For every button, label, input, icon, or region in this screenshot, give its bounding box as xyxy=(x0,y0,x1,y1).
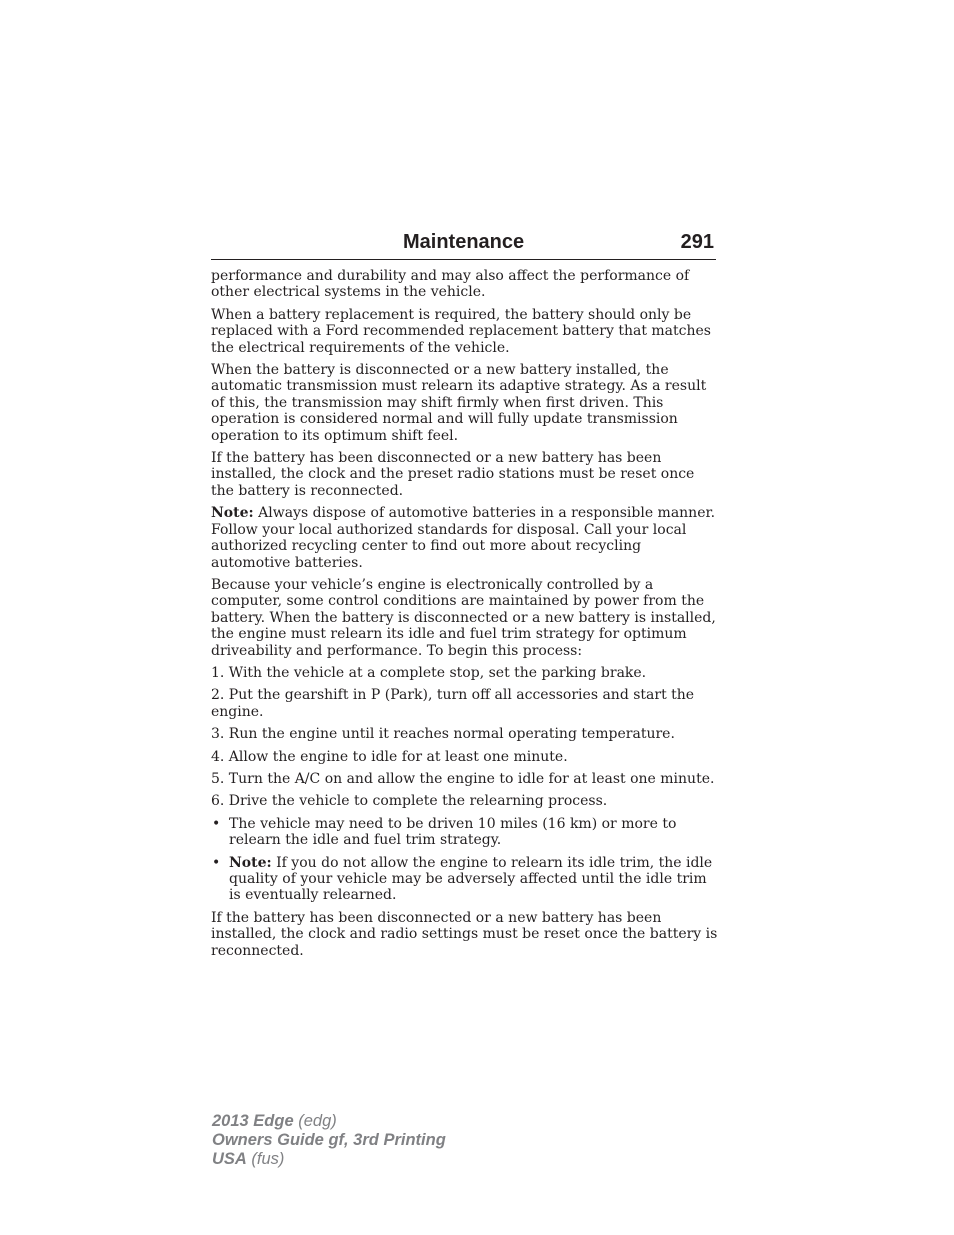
note-label: Note: xyxy=(229,854,272,871)
note-paragraph xyxy=(211,505,719,571)
paragraph: When a battery replacement is required, the battery should only be replaced with a Ford recommended replacement battery that matches the electrical requirements of the vehicle. xyxy=(211,306,711,356)
page-body xyxy=(211,268,719,965)
section-title: Maintenance xyxy=(403,231,525,253)
paragraph: If the battery has been disconnected or a new battery has been installed, the clock and the preset radio stations must be reset once the battery is reconnected. xyxy=(211,450,695,499)
page-number: 291 xyxy=(680,231,714,253)
step-item: 2. Put the gearshift in P (Park), turn off all accessories and start the engine. xyxy=(211,687,695,720)
page-footer xyxy=(212,1112,446,1169)
step-item: 5. Turn the A/C on and allow the engine to idle for at least one minute. xyxy=(211,770,715,787)
paragraph: When the battery is disconnected or a new battery installed, the automatic transmission must relearn its adaptive strategy. As a result of this, the transmission may shift firmly when first driven. This operation is considered normal and will fully update transmission operation to its optimum shift feel. xyxy=(211,362,707,444)
bullet-item xyxy=(211,816,719,849)
page-header xyxy=(211,229,716,260)
bullet-list xyxy=(211,816,719,904)
step-item: 4. Allow the engine to idle for at least one minute. xyxy=(211,748,568,765)
note-text: Always dispose of automotive batteries in a responsible manner. Follow your local authorized standards for disposal. Call your local authorized recycling center to find out more about recycling automotive batteries. xyxy=(211,505,716,571)
bullet-text: The vehicle may need to be driven 10 miles (16 km) or more to relearn the idle and fuel trim strategy. xyxy=(229,815,677,849)
bullet-glyph: • xyxy=(212,854,221,871)
bullet-item xyxy=(211,855,719,904)
step-item: 6. Drive the vehicle to complete the relearning process. xyxy=(211,793,608,810)
footer-guide-line: Owners Guide gf, 3rd Printing xyxy=(212,1131,446,1149)
step-item: 1. With the vehicle at a complete stop, set the parking brake. xyxy=(211,664,647,681)
step-item: 3. Run the engine until it reaches normal operating temperature. xyxy=(211,726,675,743)
paragraph: If the battery has been disconnected or a new battery has been installed, the clock and radio settings must be reset once the battery is reconnected. xyxy=(211,909,718,959)
bullet-glyph: • xyxy=(212,815,221,832)
note-text: If you do not allow the engine to relearn its idle trim, the idle quality of your vehicle may be adversely affected until the idle trim is eventually relearned. xyxy=(229,854,713,904)
footer-model-line: 2013 Edge (edg) xyxy=(212,1112,337,1130)
footer-market-line: USA (fus) xyxy=(212,1150,285,1168)
note-label: Note: xyxy=(211,505,254,522)
paragraph: Because your vehicle’s engine is electronically controlled by a computer, some control conditions are maintained by power from the battery. When the battery is disconnected or a new battery is installed, the engine must relearn its idle and fuel trim strategy for optimum driveability and performance. To begin this process: xyxy=(211,576,716,659)
paragraph: performance and durability and may also affect the performance of other electrical systems in the vehicle. xyxy=(211,268,690,301)
